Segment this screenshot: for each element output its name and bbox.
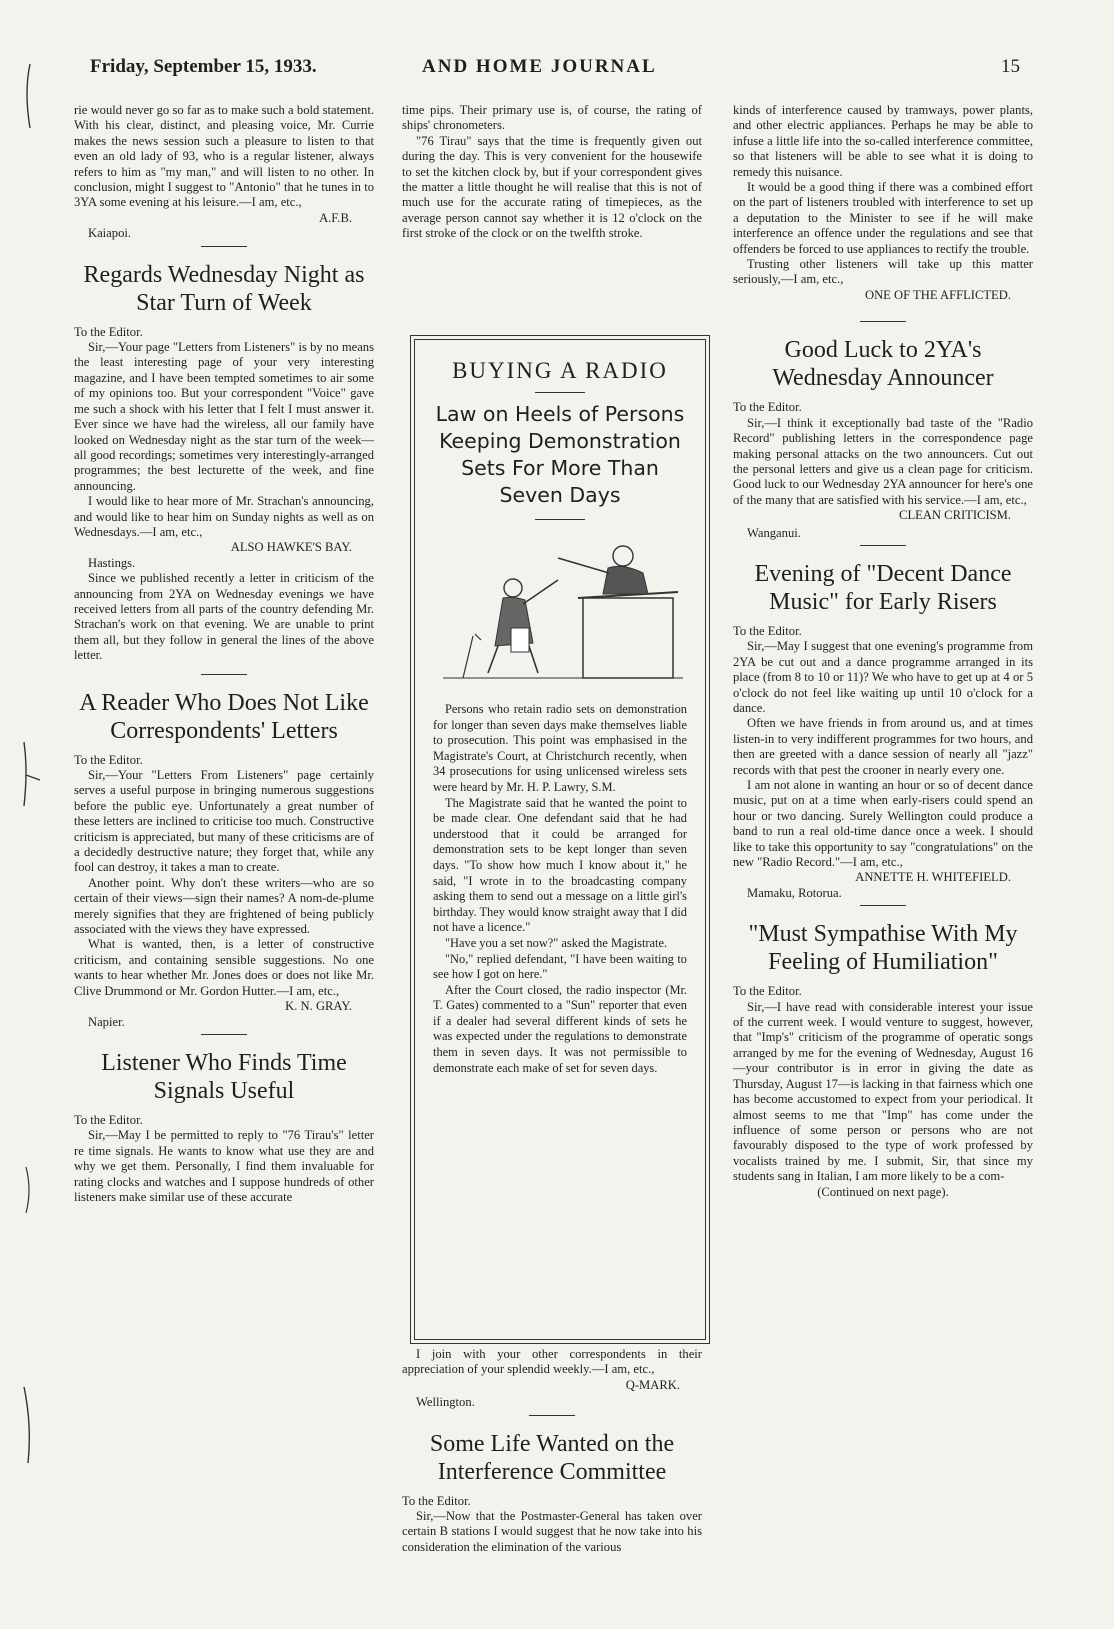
box-paragraph: "Have you a set now?" asked the Magistrate. (445, 935, 668, 950)
letter-place: Napier. (88, 1014, 125, 1029)
journal-title: AND HOME JOURNAL (422, 56, 657, 77)
letter-headline: "Must Sympathise With My Feeling of Humiliation" (748, 921, 1018, 976)
box-paragraph: Persons who retain radio sets on demonstration for longer than seven days make themselves liable to prosecution. This point was emphasised in the Magistrate's Court, at Christchurch recently, when 34 prosecutions for using unlicensed wireless sets were heard by Mr. H. P. Lawry, S.M. (433, 702, 687, 794)
margin-bracket-mark (18, 62, 38, 132)
divider-rule (529, 1415, 575, 1416)
letter-signature: ALSO HAWKE'S BAY. (230, 540, 352, 555)
letter-place: Kaiapoi. (88, 226, 132, 241)
letter-paragraph: Sir,—Your "Letters From Listeners" page certainly serves a useful purpose in bringing numerous suggestions before the public eye. Unfortunately a great number of these letters are inclined to criticise too much. Constructive criticism is appreciated, but many of these criticisms are of a decidedly destructive nature; they forget that, while any fool can destroy, it takes a man to create. (74, 768, 374, 875)
letter-signature: ANNETTE H. WHITEFIELD. (855, 870, 1011, 885)
letter-paragraph: Sir,—May I suggest that one evening's programme from 2YA be cut out and a dance programme arranged in its place (from 8 to 10 or 11)? We who have to get up at 4 or 5 o'clock do not feel like waiting up until 10 o'clock for a dance. (733, 639, 1033, 715)
letter-continuation-text: kinds of interference caused by tramways, power plants, and other electric appliances. Perhaps he may be able to infuse a little life into the so-called interference committee, so that listeners will be able to see what it is doing to remedy this nuisance. (733, 103, 1033, 179)
letter-salutation: To the Editor. (733, 984, 802, 999)
letter-headline: Good Luck to 2YA's Wednesday Announcer (772, 337, 994, 392)
column-middle-lower (402, 1347, 702, 1555)
letter-paragraph: I would like to hear more of Mr. Strachan's announcing, and would like to hear him on Sunday nights as well as on Wednesdays.—I am, etc., (74, 494, 374, 539)
box-paragraph: "No," replied defendant, "I have been waiting to see how I got on here." (433, 951, 687, 982)
letter-place: Mamaku, Rotorua. (747, 885, 842, 900)
issue-date: Friday, September 15, 1933. (90, 56, 317, 77)
letter-paragraph: Sir,—Your page "Letters from Listeners" is by no means the least interesting page of your very interesting magazine, and I have been tempted sometimes to air some of my opinions too. But your correspondent "Voice" gave me such a shock with his letter that I felt I must answer it. Ever since we have had the wireless, all our family have looked on Wednesday night as the star turn of the week—all good recordings; sometimes very interestingly-arranged programmes; the best lecturette of the week, and fine announcing. (74, 340, 374, 493)
letter-paragraph: I join with your other correspondents in their appreciation of your splendid weekly.—I am, etc., (402, 1347, 702, 1377)
letter-salutation: To the Editor. (402, 1493, 471, 1508)
letter-salutation: To the Editor. (74, 324, 143, 339)
letter-place: Hastings. (88, 555, 136, 570)
continued-note: (Continued on next page). (817, 1184, 949, 1199)
box-subtitle: Law on Heels of Persons Keeping Demonstration Sets For More Than Seven Days (435, 402, 685, 507)
column-middle (402, 103, 702, 242)
letter-paragraph: Sir,—May I be permitted to reply to "76 Tirau's" letter re time signals. He wants to know what use they are and why we get them. Personally, I find them invaluable for rating clocks and watches and I suppose hundreds of other listeners make similar use of these accurate (74, 1128, 374, 1204)
letter-headline: Some Life Wanted on the Interference Committee (429, 1430, 675, 1485)
letter-headline: A Reader Who Does Not Like Correspondents' Letters (79, 689, 369, 744)
box-title: BUYING A RADIO (452, 358, 668, 383)
editor-note: Since we published recently a letter in criticism of the announcing from 2YA on Wednesday evenings we have received letters from all parts of the country defending Mr. Strachan's work on that evening. We are unable to print them all, but they follow in general the lines of the above letter. (74, 571, 374, 663)
letter-paragraph: Sir,—Now that the Postmaster-General has taken over certain B stations I would suggest that he now take into his consideration the elimination of the various (402, 1509, 702, 1554)
margin-bracket-mark (18, 1385, 38, 1465)
letter-paragraph: Another point. Why don't these writers—who are so certain of their views—sign their names? A nom-de-plume merely signifies that they are frightened of being publicly associated with the views they have expressed. (74, 875, 374, 937)
divider-rule (201, 246, 247, 247)
letter-headline: Regards Wednesday Night as Star Turn of Week (83, 261, 365, 316)
letter-salutation: To the Editor. (74, 1112, 143, 1127)
divider-rule (860, 321, 906, 322)
letter-paragraph: Sir,—I think it exceptionally bad taste of the "Radio Record" publishing letters in the correspondence page making personal attacks on the two announcers. Cut out the personal letters and give us a clean page for criticism. Good luck to our Wednesday 2YA announcer for here's one of the many that are satisfied with his service.—I am, etc., (733, 415, 1033, 507)
margin-bracket-mark (18, 1165, 38, 1215)
letter-headline: Evening of "Decent Dance Music" for Early Risers (754, 560, 1012, 615)
page-header (90, 56, 1020, 86)
letter-salutation: To the Editor. (733, 623, 802, 638)
letter-headline: Listener Who Finds Time Signals Useful (101, 1049, 347, 1104)
divider-rule (535, 519, 585, 520)
feature-box-buying-a-radio (410, 335, 710, 1344)
divider-rule (860, 545, 906, 546)
column-left (74, 103, 374, 1205)
letter-place: Wanganui. (747, 525, 801, 540)
magistrate-cartoon-illustration (433, 528, 689, 688)
letter-paragraph: Trusting other listeners will take up this matter seriously,—I am, etc., (733, 257, 1033, 287)
letter-salutation: To the Editor. (74, 752, 143, 767)
divider-rule (201, 674, 247, 675)
letter-place: Wellington. (416, 1395, 475, 1410)
letter-signature: A.F.B. (319, 210, 352, 225)
box-paragraph: The Magistrate said that he wanted the point to be made clear. One defendant said that he had understood that it could be arranged for demonstration sets to be kept longer than seven days. "To show how much I know about it," he said, "I wrote in to the broadcasting company asking them to send out a message on a little girl's birthday. They would know straight away that I did not have a licence." (433, 795, 687, 935)
divider-rule (535, 392, 585, 393)
letter-signature: Q-MARK. (625, 1377, 680, 1392)
letter-signature: CLEAN CRITICISM. (899, 508, 1011, 523)
letter-paragraph: Sir,—I have read with considerable interest your issue of the current week. I would venture to suggest, however, that "Imp's" criticism of the programme of operatic songs arranged by me for the evening of Wednesday, August 16—your contributor is in error in giving the date as Thursday, August 17—is lacking in that fairness which one has become accustomed to expect from your periodical. It almost seems to me that "Imp" has come under the influence of some person or persons who are not favourably disposed to the type of work professed by vocalists trained by me. I submit, Sir, that since my students sang in Italian, I am more likely to be a com- (733, 999, 1033, 1184)
letter-salutation: To the Editor. (733, 400, 802, 415)
divider-rule (860, 905, 906, 906)
letter-continuation-text: rie would never go so far as to make such a bold statement. With his clear, distinct, and pleasing voice, Mr. Currie makes the news session such a pleasure to listen to that even an old lady of 93, who is a regular listener, always refers to him as "my man," and will listen to no other. In conclusion, might I suggest to "Antonio" that he tunes in to 3YA some evening at his leisure.—I am, etc., (74, 103, 374, 210)
letter-paragraph: What is wanted, then, is a letter of constructive criticism, and containing sensible suggestions. No one wants to hear whether Mr. Jones does or does not like Mr. Clive Drummond or Mr. Gordon Hutter.—I am, etc., (74, 937, 374, 998)
box-paragraph: After the Court closed, the radio inspector (Mr. T. Gates) commented to a "Sun" reporter that even if a dealer had several different kinds of sets he was expected under the regulations to demonstrate them in seven days. It was not permissible to demonstrate each make of set for seven days. (433, 982, 687, 1075)
letter-paragraph: "76 Tirau" says that the time is frequently given out during the day. This is very convenient for the housewife to set the kitchen clock by, but if your correspondent gives the matter a little thought he will realise that this is not of much use for the accurate rating of timepieces, as the average person cannot say whether it is 12 o'clock on the first stroke of the clock or on the twelfth stroke. (402, 133, 702, 241)
letter-paragraph: It would be a good thing if there was a combined effort on the part of listeners troubled with interference to set up a deputation to the Minister to see if he will make interference an offence under the regulations and see that offenders be forced to use appliances to rectify the trouble. (733, 180, 1033, 256)
letter-signature: K. N. GRAY. (285, 999, 352, 1014)
margin-bracket-mark (18, 740, 42, 810)
divider-rule (201, 1034, 247, 1035)
page-number: 15 (1001, 56, 1020, 77)
letter-paragraph: Often we have friends in from around us, and at times listen-in to very indifferent programmes for two hours, and then are greeted with a dance session of nearly all "jazz" records with that pest the crooner in nearly every one. (733, 716, 1033, 777)
letter-paragraph: I am not alone in wanting an hour or so of decent dance music, put on at a time when early-risers could spend an hour or two dancing. Surely Wellington could produce a band to run a real old-time dance once a week. I should like to take this opportunity to say "congratulations" on the new "Radio Record."—I am, etc., (733, 778, 1033, 870)
letter-signature: ONE OF THE AFFLICTED. (864, 287, 1011, 302)
column-right (733, 103, 1033, 1200)
letter-continuation-text: time pips. Their primary use is, of course, the rating of ships' chronometers. (402, 103, 702, 133)
